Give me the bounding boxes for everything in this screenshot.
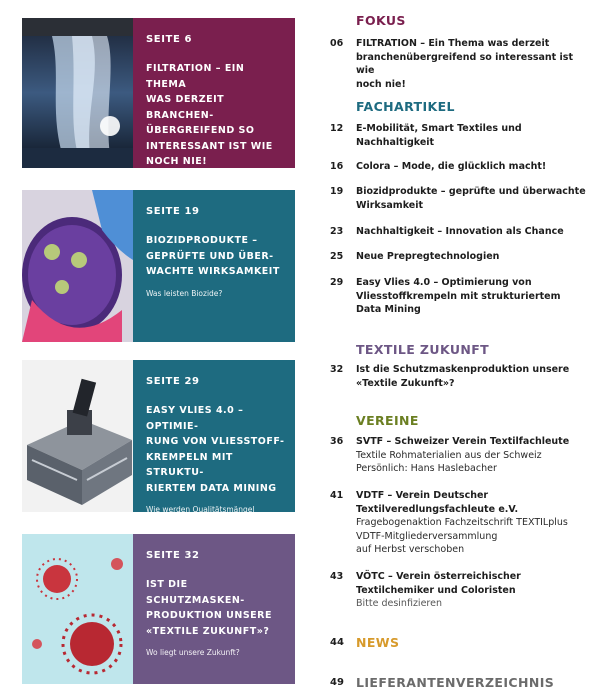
toc-entry-news[interactable]	[330, 636, 592, 652]
toc-entry-body: VÖTC – Verein österreichischer Textilchemiker und Coloristen Bitte desinfizieren	[356, 571, 521, 609]
toc-entry-title: Biozidprodukte – geprüfte und überwachte Wirksamkeit	[356, 186, 586, 211]
teaser-page: SEITE 32	[146, 550, 200, 561]
toc-page-number: 23	[330, 226, 344, 237]
toc-entry[interactable]	[330, 225, 592, 239]
teaser-panel	[133, 190, 295, 342]
toc-entry-title: Colora – Mode, die glücklich macht!	[356, 161, 547, 172]
toc-entry[interactable]	[330, 489, 592, 557]
section-title-vereine: VEREINE	[356, 413, 419, 428]
section-title-fokus: FOKUS	[356, 13, 406, 28]
toc-entry-lieferanten[interactable]	[330, 676, 592, 692]
section-title-news: NEWS	[356, 635, 400, 650]
teaser-page: SEITE 19	[146, 206, 200, 217]
toc-entry[interactable]	[330, 160, 592, 174]
toc-entry-title: FILTRATION – Ein Thema was derzeit branchenübergreifend so interessant ist wie noch nie!	[356, 38, 573, 90]
toc-entry-title: Neue Prepregtechnologien	[356, 251, 500, 262]
toc-page-number: 36	[330, 436, 344, 447]
teaser-filtration[interactable]	[22, 18, 295, 188]
toc-entry[interactable]	[330, 363, 592, 390]
teaser-image-filtration	[22, 18, 133, 168]
toc-page-number: 25	[330, 251, 344, 262]
toc-entry-title: Ist die Schutzmaskenproduktion unsere «Textile Zukunft»?	[356, 364, 570, 389]
teaser-image-petri-dish	[22, 190, 133, 342]
teaser-subtitle: Was leisten Filtermaterialien?	[146, 178, 257, 188]
teaser-panel	[133, 360, 295, 525]
toc-page-number: 49	[330, 677, 344, 688]
teaser-schutzmasken[interactable]	[22, 534, 295, 684]
teaser-page: SEITE 6	[146, 34, 193, 45]
toc-entry[interactable]	[330, 185, 592, 212]
toc-page-number: 32	[330, 364, 344, 375]
toc-page-number: 19	[330, 186, 344, 197]
teaser-biozide[interactable]	[22, 190, 295, 342]
teaser-subtitle: Wo liegt unsere Zukunft?	[146, 648, 240, 657]
toc-entry-body: VDTF – Verein Deutscher Textilveredlungsfachleute e.V. Fragebogenaktion Fachzeitschrift TEXTILplus VDTF-Mitgliederversammlung auf Herbst verschoben	[356, 490, 568, 555]
toc-entry-body: SVTF – Schweizer Verein Textilfachleute Textile Rohmaterialien aus der Schweiz Persönlich: Hans Haslebacher	[356, 436, 570, 474]
teaser-page: SEITE 29	[146, 376, 200, 387]
toc-entry[interactable]	[330, 37, 592, 91]
toc-page-number: 29	[330, 277, 344, 288]
toc-page-number: 41	[330, 490, 344, 501]
toc-page-number: 16	[330, 161, 344, 172]
toc-entry[interactable]	[330, 276, 592, 317]
teaser-subtitle: Was leisten Biozide?	[146, 288, 223, 298]
teaser-image-machine	[22, 360, 133, 512]
toc-entry[interactable]	[330, 250, 592, 264]
teaser-panel	[133, 534, 295, 684]
toc-page-number: 44	[330, 637, 344, 648]
teaser-headline: BIOZIDPRODUKTE – GEPRÜFTE UND ÜBER- WACHTE WIRKSAMKEIT	[146, 235, 280, 277]
toc-entry-title: Nachhaltigkeit – Innovation als Chance	[356, 226, 564, 237]
toc-entry[interactable]	[330, 435, 592, 476]
toc-entry[interactable]	[330, 122, 592, 149]
teaser-headline: FILTRATION – EIN THEMA WAS DERZEIT BRANCHEN- ÜBERGREIFEND SO INTERESSANT IST WIE NOCH NIE!	[146, 63, 273, 167]
section-title-fachartikel: FACHARTIKEL	[356, 99, 455, 114]
toc-entry-title: E-Mobilität, Smart Textiles und Nachhaltigkeit	[356, 123, 522, 148]
teaser-headline: IST DIE SCHUTZMASKEN- PRODUKTION UNSERE «TEXTILE ZUKUNFT»?	[146, 579, 272, 637]
teaser-image-virus	[22, 534, 133, 684]
teaser-subtitle: Wie werden Qualitätsmängel verhindert?	[146, 505, 255, 525]
section-title-textile-zukunft: TEXTILE ZUKUNFT	[356, 342, 490, 357]
teaser-panel	[133, 18, 295, 188]
toc-page-number: 06	[330, 38, 344, 49]
teaser-easy-vlies[interactable]	[22, 360, 295, 525]
toc-page-number: 43	[330, 571, 344, 582]
toc-entry[interactable]	[330, 570, 592, 611]
toc-entry-title: Easy Vlies 4.0 – Optimierung von Vliesstoffkrempeln mit strukturiertem Data Mining	[356, 277, 561, 315]
section-title-lieferantenverzeichnis: LIEFERANTENVERZEICHNIS	[356, 675, 555, 690]
teaser-headline: EASY VLIES 4.0 – OPTIMIE- RUNG VON VLIESSTOFF- KREMPELN MIT STRUKTU- RIERTEM DATA MINING	[146, 405, 285, 494]
toc-page-number: 12	[330, 123, 344, 134]
